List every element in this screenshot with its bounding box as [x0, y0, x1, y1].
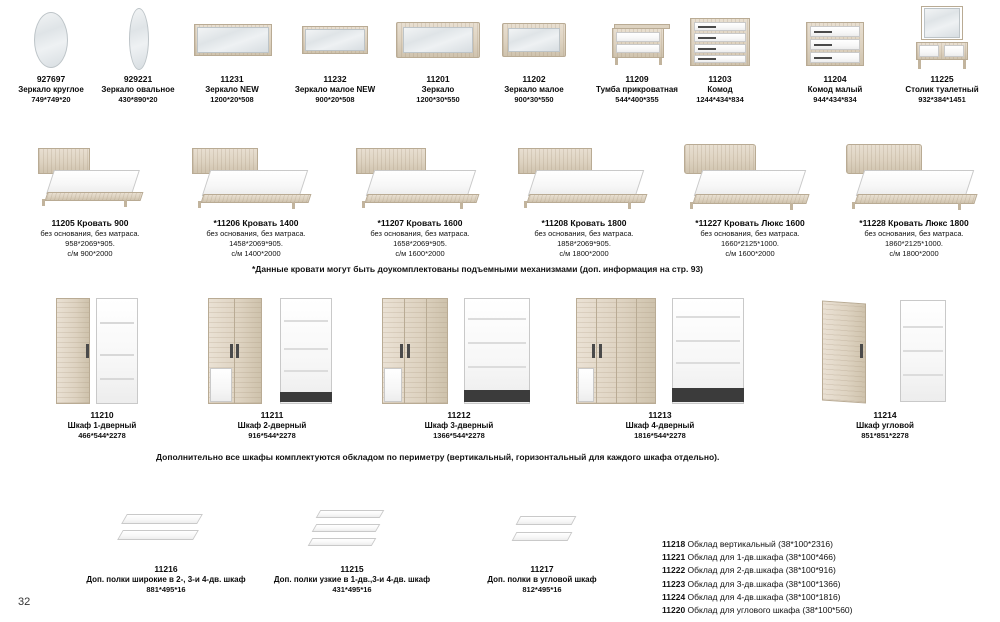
product-name: Зеркало NEW	[205, 84, 259, 94]
product-name: Кровать 1600	[406, 218, 463, 228]
oblad-dims: (38*100*1816)	[785, 591, 841, 602]
product-note: без основания, без матраса.	[700, 228, 800, 238]
wardrobe-footnote: Дополнительно все шкафы комплектуются обкладом по периметру (вертикальный, горизонтальный для каждого шкафа отдельно).	[156, 452, 720, 462]
product-name: Зеркало круглое	[18, 84, 84, 94]
wardrobe-3-icon	[364, 296, 554, 408]
product-cell-11204[interactable]	[784, 6, 886, 105]
product-dims: 881*495*16	[146, 585, 186, 595]
product-code: 11212	[447, 410, 471, 420]
product-dims: 851*851*2278	[861, 431, 909, 441]
star: *	[859, 218, 863, 228]
product-dims: 1200*30*550	[416, 95, 460, 105]
bed-1800-icon	[500, 140, 668, 216]
shelves-narrow-icon	[252, 500, 452, 562]
product-dims: 1858*2069*905.	[557, 238, 611, 248]
product-code: 929221	[123, 74, 153, 84]
star: *	[541, 218, 545, 228]
product-dims: 430*890*20	[118, 95, 158, 105]
product-title	[10, 218, 170, 229]
product-code: 11205	[51, 218, 75, 228]
product-code: 11209	[625, 74, 649, 84]
product-name: Шкаф 4-дверный	[625, 420, 695, 430]
product-mattress: с/м 1600*2000	[725, 248, 775, 258]
product-note: без основания, без матраса.	[370, 228, 470, 238]
product-mattress: с/м 1800*2000	[889, 248, 939, 258]
product-cell-11210[interactable]	[20, 296, 184, 441]
oblad-text: Обклад для 2-дв.шкафа	[687, 565, 784, 576]
product-note: без основания, без матраса.	[864, 228, 964, 238]
product-name: Кровать Люкс 1600	[724, 218, 805, 228]
dressing-table-icon	[890, 6, 994, 72]
nightstand-icon	[582, 6, 692, 72]
product-note: без основания, без матраса.	[40, 228, 140, 238]
product-dims: 1366*544*2278	[433, 431, 485, 441]
shelves-corner-icon	[452, 500, 632, 562]
product-cell-11205[interactable]	[10, 140, 170, 259]
product-cell-11212[interactable]	[364, 296, 554, 441]
oblad-row	[662, 564, 853, 577]
product-cell-11216[interactable]	[66, 500, 266, 595]
product-cell-11213[interactable]	[560, 296, 760, 441]
product-name: Тумба прикроватная	[596, 84, 678, 94]
product-dims: 749*749*20	[31, 95, 71, 105]
product-note: без основания, без матраса.	[206, 228, 306, 238]
product-cell-11203[interactable]	[680, 6, 760, 105]
product-name: Зеркало малое NEW	[294, 84, 376, 94]
product-cell-11227[interactable]	[664, 140, 836, 259]
product-name: Кровать 1400	[242, 218, 299, 228]
product-code: 11208	[544, 218, 569, 228]
product-dims: 1860*2125*1000.	[885, 238, 943, 248]
wardrobe-1-icon	[20, 296, 184, 408]
product-code: 11231	[220, 74, 244, 84]
product-code: 11201	[426, 74, 450, 84]
product-dims: 900*20*508	[315, 95, 355, 105]
product-dims: 900*30*550	[514, 95, 554, 105]
product-name: Доп. полки в угловой шкаф	[487, 574, 597, 584]
product-dims: 916*544*2278	[248, 431, 296, 441]
product-dims: 466*544*2278	[78, 431, 126, 441]
product-code: 11206	[216, 218, 241, 228]
product-note: без основания, без матраса.	[534, 228, 634, 238]
oblad-text: Обклад для 1-дв.шкафа	[687, 552, 784, 563]
oval-mirror-icon	[92, 6, 184, 72]
product-code: 11213	[648, 410, 672, 420]
product-cell-11209[interactable]	[582, 6, 692, 105]
product-dims: 1200*20*508	[210, 95, 254, 105]
beds-footnote: *Данные кровати могут быть доукомплектованы подъемными механизмами (доп. информация на стр. 93)	[252, 264, 704, 274]
product-dims: 932*384*1451	[918, 95, 966, 105]
product-cell-929221[interactable]	[92, 6, 184, 105]
oblad-code: 11221	[662, 552, 686, 563]
oblad-row	[662, 604, 853, 617]
bed-lux-1600-icon	[664, 140, 836, 216]
product-dims: 544*400*355	[615, 95, 659, 105]
product-name: Доп. полки узкие в 1-дв.,3-и 4-дв. шкаф	[273, 574, 431, 584]
oblad-list	[662, 538, 853, 617]
bed-1600-icon	[336, 140, 504, 216]
product-code: 11232	[323, 74, 347, 84]
oblad-code: 11222	[662, 565, 686, 576]
oblad-row	[662, 551, 853, 564]
product-code: 11207	[380, 218, 405, 228]
product-dims: 1660*2125*1000.	[721, 238, 779, 248]
product-code: 11216	[154, 564, 178, 574]
product-title	[664, 218, 836, 229]
product-dims: 431*495*16	[332, 585, 372, 595]
product-code: 11210	[90, 410, 114, 420]
oblad-dims: (38*100*916)	[785, 565, 836, 576]
wardrobe-2-icon	[184, 296, 360, 408]
product-mattress: с/м 1800*2000	[559, 248, 609, 258]
oblad-code: 11218	[662, 539, 686, 549]
product-cell-11214[interactable]	[790, 296, 980, 441]
oblad-dims: (38*100*1366)	[785, 578, 841, 589]
product-code: 11211	[260, 410, 284, 420]
product-dims: 1658*2069*905.	[393, 238, 447, 248]
oblad-row	[662, 578, 853, 591]
product-code: 927697	[36, 74, 66, 84]
product-title	[172, 218, 340, 229]
product-name: Столик туалетный	[905, 84, 979, 94]
shelves-wide-icon	[66, 500, 266, 562]
product-name: Шкаф 2-дверный	[237, 420, 307, 430]
product-cell-11215[interactable]	[252, 500, 452, 595]
product-cell-11206[interactable]	[172, 140, 340, 259]
product-cell-11217[interactable]	[452, 500, 632, 595]
product-name: Доп. полки широкие в 2-, 3-и 4-дв. шкаф	[86, 574, 246, 584]
product-name: Комод малый	[807, 84, 863, 94]
product-cell-11211[interactable]	[184, 296, 360, 441]
oblad-code: 11223	[662, 578, 686, 589]
oblad-code: 11220	[662, 604, 686, 615]
product-code: 11214	[873, 410, 897, 420]
oblad-text: Обклад для 4-дв.шкафа	[687, 591, 784, 602]
mirror-icon	[390, 6, 486, 72]
product-name: Шкаф 1-дверный	[67, 420, 137, 430]
product-name: Шкаф 3-дверный	[424, 420, 494, 430]
product-cell-11231[interactable]	[184, 6, 280, 105]
product-dims: 1816*544*2278	[634, 431, 686, 441]
product-name: Кровать 900	[77, 218, 129, 228]
product-name: Зеркало овальное	[101, 84, 175, 94]
product-name: Комод	[707, 84, 733, 94]
oblad-row	[662, 591, 853, 604]
bed-900-icon	[10, 140, 170, 216]
chest-3-icon	[784, 6, 886, 72]
product-dims: 812*495*16	[522, 585, 562, 595]
oblad-row	[662, 538, 853, 551]
oblad-text: Обклад для 3-дв.шкафа	[687, 578, 784, 589]
wardrobe-corner-icon	[790, 296, 980, 408]
product-mattress: с/м 900*2000	[67, 248, 113, 258]
product-dims: 1244*434*834	[696, 95, 744, 105]
product-title	[336, 218, 504, 229]
oblad-dims: (38*100*560)	[802, 604, 853, 615]
product-cell-11225[interactable]	[890, 6, 994, 105]
product-mattress: с/м 1400*2000	[231, 248, 281, 258]
product-mattress: с/м 1600*2000	[395, 248, 445, 258]
mirror-new-icon	[184, 6, 280, 72]
product-cell-11208[interactable]	[500, 140, 668, 259]
star: *	[695, 218, 699, 228]
product-code: 11228	[862, 218, 886, 228]
product-dims: 944*434*834	[813, 95, 857, 105]
product-name: Кровать Люкс 1800	[888, 218, 969, 228]
product-code: 11203	[708, 74, 732, 84]
product-dims: 1458*2069*905.	[229, 238, 283, 248]
round-mirror-icon	[8, 6, 94, 72]
wardrobe-4-icon	[560, 296, 760, 408]
oblad-dims: (38*100*466)	[785, 552, 836, 563]
oblad-text: Обклад вертикальный	[687, 539, 776, 549]
star: *	[213, 218, 217, 228]
oblad-text: Обклад для углового шкафа	[687, 604, 801, 615]
product-dims: 958*2069*905.	[65, 238, 115, 248]
product-cell-11201[interactable]	[390, 6, 486, 105]
product-name: Зеркало	[421, 84, 455, 94]
chest-4-icon	[680, 6, 760, 72]
star: *	[377, 218, 381, 228]
oblad-code: 11224	[662, 591, 686, 602]
product-name: Зеркало малое	[504, 84, 564, 94]
product-cell-11207[interactable]	[336, 140, 504, 259]
product-title	[828, 218, 1000, 229]
product-code: 11215	[340, 564, 364, 574]
mirror-small-icon	[486, 6, 582, 72]
bed-lux-1800-icon	[828, 140, 1000, 216]
product-title	[500, 218, 668, 229]
oblad-dims: (38*100*2316)	[778, 539, 833, 549]
product-name: Кровать 1800	[570, 218, 627, 228]
product-code: 11217	[530, 564, 554, 574]
product-code: 11204	[823, 74, 847, 84]
product-cell-927697[interactable]	[8, 6, 94, 105]
product-code: 11202	[522, 74, 546, 84]
mirror-small-new-icon	[280, 6, 390, 72]
product-code: 11227	[698, 218, 722, 228]
product-cell-11232[interactable]	[280, 6, 390, 105]
product-cell-11202[interactable]	[486, 6, 582, 105]
page-number: 32	[18, 596, 31, 608]
product-code: 11225	[930, 74, 954, 84]
bed-1400-icon	[172, 140, 340, 216]
product-cell-11228[interactable]	[828, 140, 1000, 259]
product-name: Шкаф угловой	[856, 420, 914, 430]
